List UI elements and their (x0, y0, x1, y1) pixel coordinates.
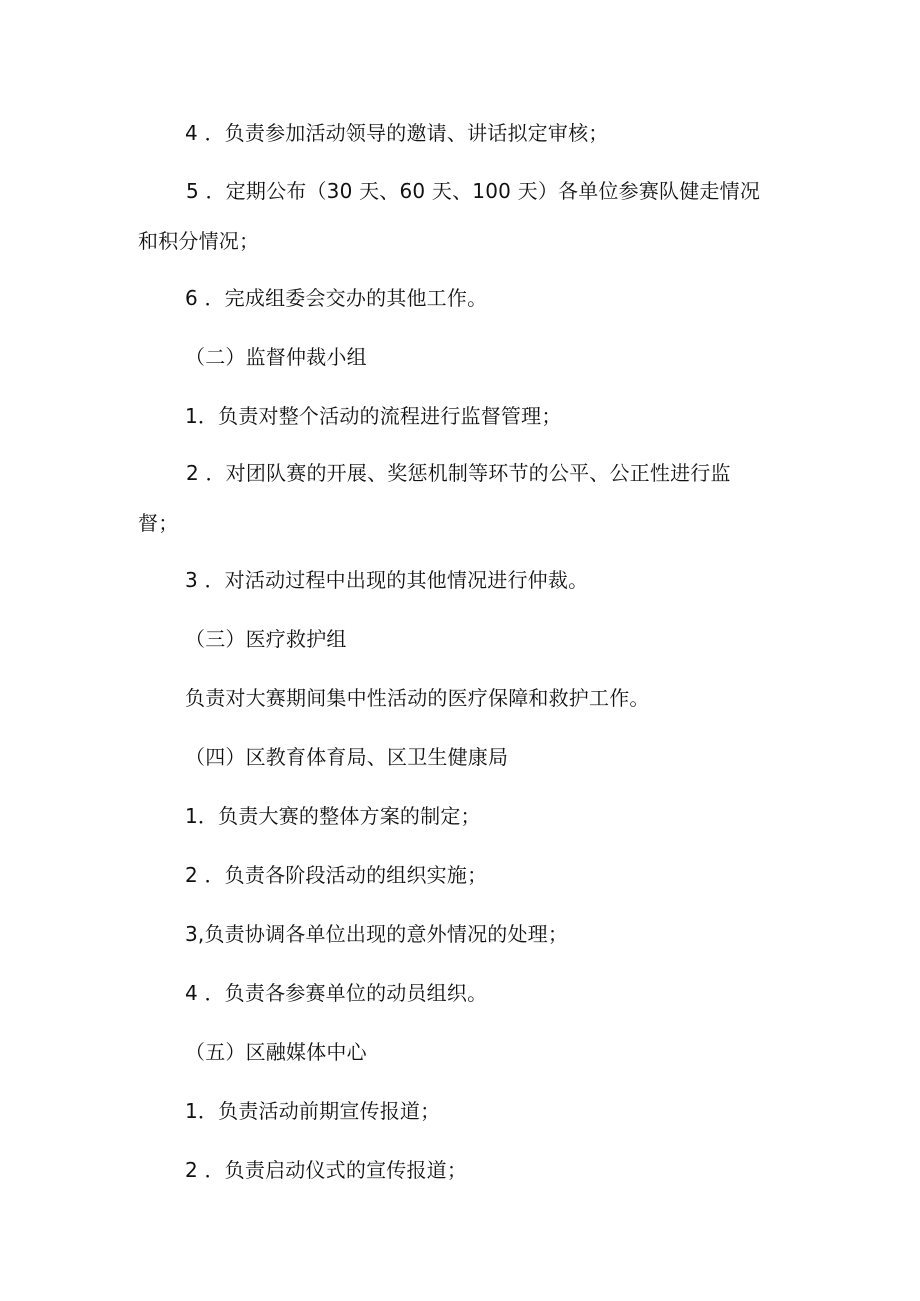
paragraph: 5 ．定期公布（30 天、60 天、100 天）各单位参赛队健走情况和积分情况； (138, 179, 761, 253)
paragraph: 3 ．对活动过程中出现的其他情况进行仲裁。 (185, 568, 589, 592)
paragraph: 负责对大赛期间集中性活动的医疗保障和救护工作。 (185, 686, 650, 710)
paragraph: 3,负责协调各单位出现的意外情况的处理； (185, 922, 569, 946)
section-heading: （五）区融媒体中心 (185, 1040, 367, 1064)
section-heading: （四）区教育体育局、区卫生健康局 (185, 745, 509, 769)
paragraph: 2 ．负责启动仪式的宣传报道； (185, 1158, 468, 1182)
paragraph: 1．负责活动前期宣传报道； (185, 1099, 441, 1123)
paragraph: 4 ．负责参加活动领导的邀请、讲话拟定审核； (185, 121, 609, 145)
paragraph: 1．负责大赛的整体方案的制定； (185, 804, 481, 828)
paragraph: 1．负责对整个活动的流程进行监督管理； (185, 404, 562, 428)
section-heading: （三）医疗救护组 (185, 627, 347, 651)
paragraph: 6 ．完成组委会交办的其他工作。 (185, 286, 488, 310)
paragraph: 2 ．对团队赛的开展、奖惩机制等环节的公平、公正性进行监督； (138, 461, 731, 535)
paragraph: 2 ．负责各阶段活动的组织实施； (185, 863, 488, 887)
section-heading: （二）监督仲裁小组 (185, 345, 367, 369)
paragraph: 4 ．负责各参赛单位的动员组织。 (185, 981, 488, 1005)
